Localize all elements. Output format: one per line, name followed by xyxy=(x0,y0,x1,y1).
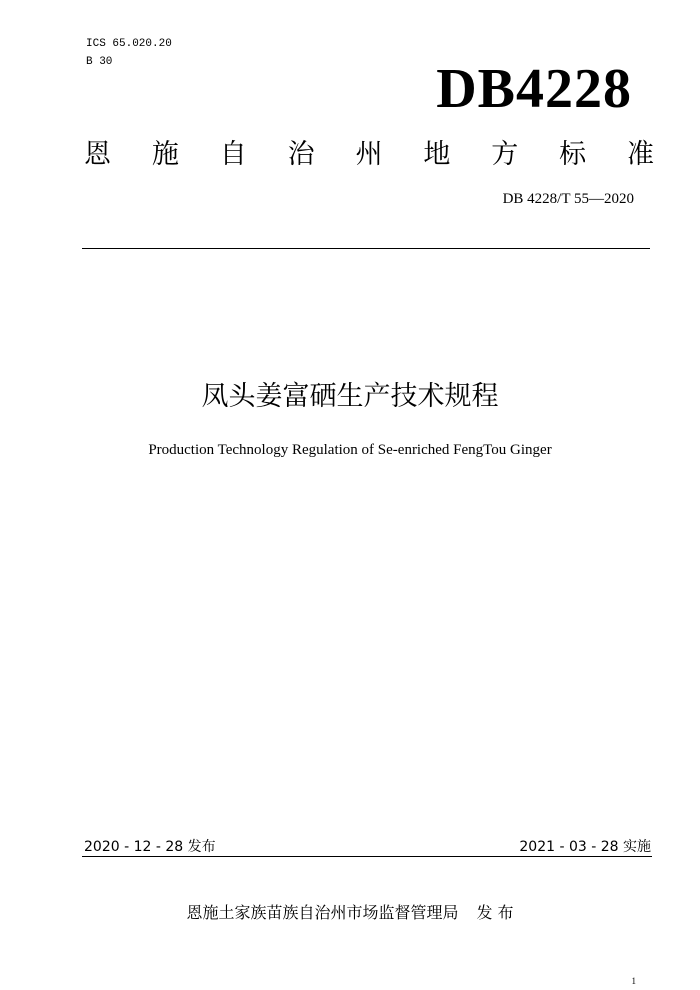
classification-code: B 30 xyxy=(86,56,113,68)
implementation-date: 2021 - 03 - 28 实施 xyxy=(519,839,651,855)
ics-code: ICS 65.020.20 xyxy=(86,38,172,50)
standard-type-char: 恩 xyxy=(84,139,111,170)
standard-type-char: 准 xyxy=(627,139,654,170)
publisher-line xyxy=(0,902,700,924)
document-title-english: Production Technology Regulation of Se-enriched FengTou Ginger xyxy=(148,442,552,458)
issue-date: 2020 - 12 - 28 发布 xyxy=(84,839,216,855)
standard-type-heading xyxy=(84,136,654,174)
bottom-divider xyxy=(82,856,652,857)
standard-type-char: 方 xyxy=(491,139,519,170)
standard-type-char: 施 xyxy=(151,139,179,170)
publisher-name: 恩施土家族苗族自治州市场监督管理局 xyxy=(186,903,459,922)
db-code-logo: DB4228 xyxy=(436,58,632,120)
standard-type-char: 州 xyxy=(355,139,383,170)
publisher-suffix: 发 布 xyxy=(476,903,514,922)
standard-type-char: 治 xyxy=(287,139,315,170)
standard-type-char: 地 xyxy=(423,139,451,170)
standard-type-char: 自 xyxy=(219,139,247,170)
page-number: 1 xyxy=(631,976,636,986)
document-title-chinese: 凤头姜富硒生产技术规程 xyxy=(201,381,499,412)
standard-number: DB 4228/T 55—2020 xyxy=(502,191,634,207)
standard-type-char: 标 xyxy=(559,139,587,170)
top-divider xyxy=(82,248,650,249)
